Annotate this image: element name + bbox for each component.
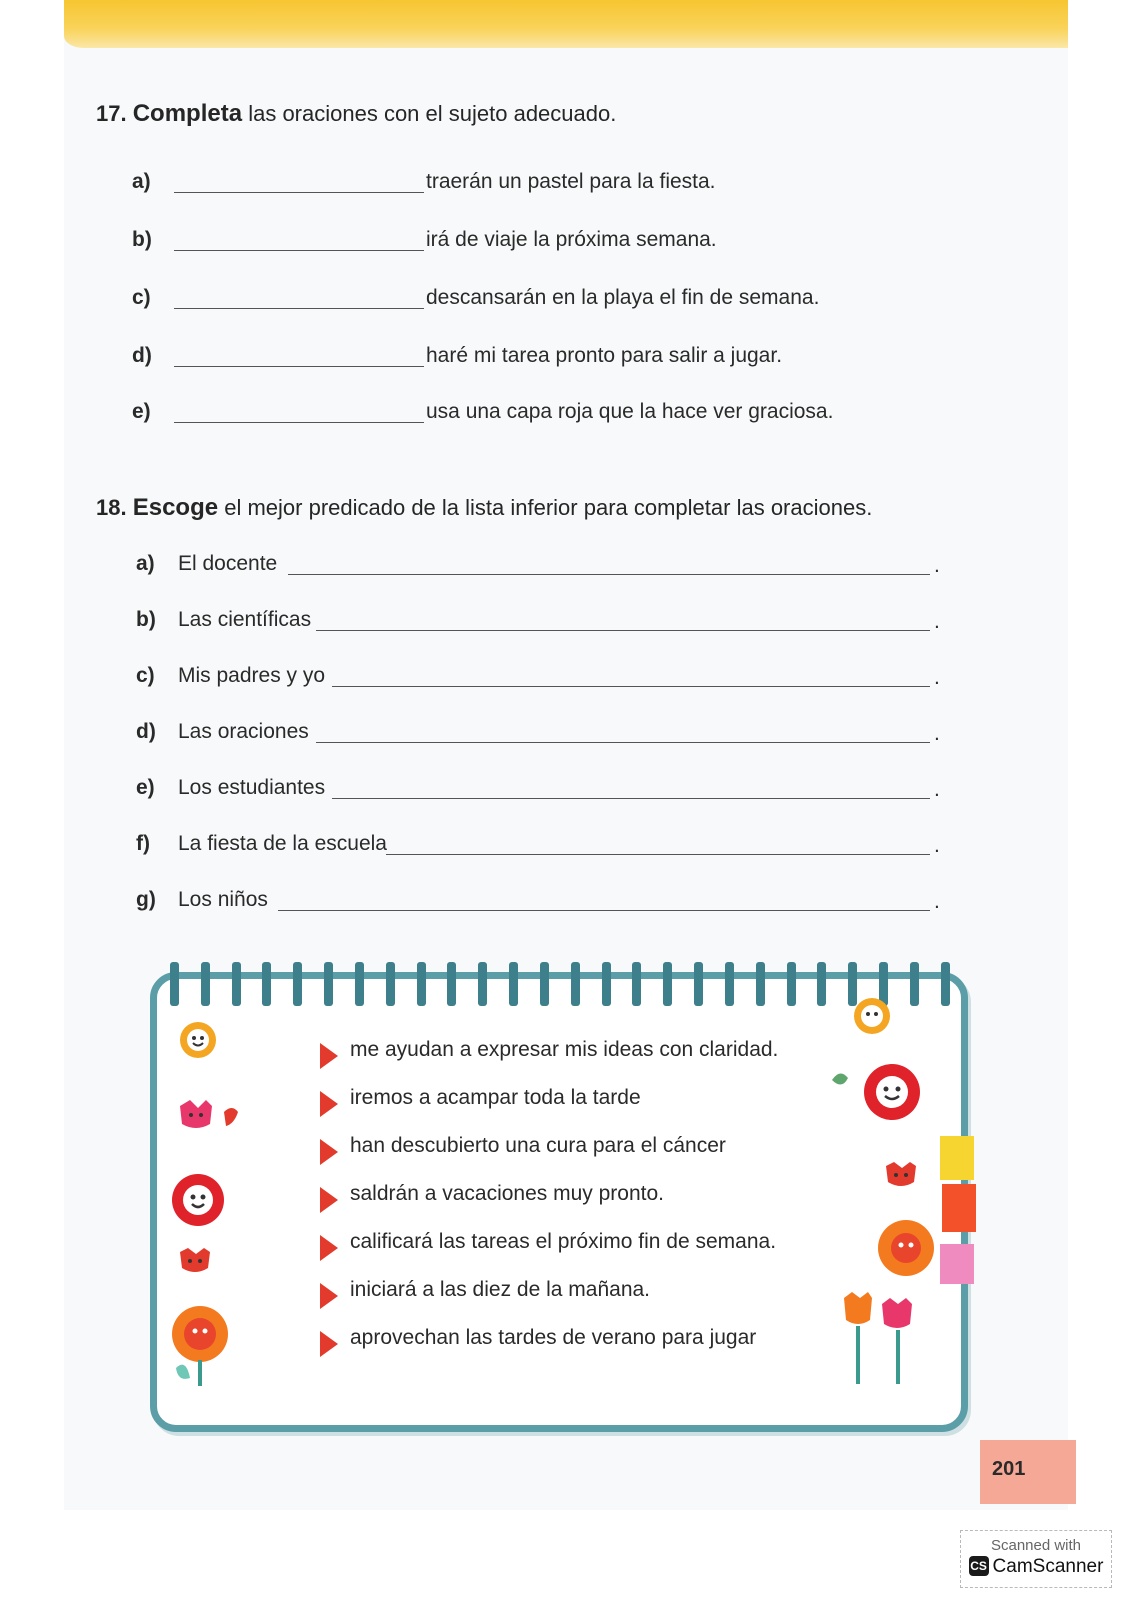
item-letter: a) (136, 552, 155, 575)
spiral-ring (602, 962, 611, 1006)
question-17-instruction: las oraciones con el sujeto adecuado. (248, 101, 617, 126)
option-text: me ayudan a expresar mis ideas con claridad. (350, 1038, 779, 1061)
answer-blank[interactable] (174, 308, 424, 309)
question-18-number: 18. (96, 495, 127, 520)
small-tulip-icon (882, 1160, 922, 1200)
item-letter: a) (132, 170, 151, 193)
q18-item-b (136, 608, 946, 638)
camscanner-logo-icon: CS (969, 1556, 989, 1576)
item-text: Los estudiantes (178, 776, 326, 799)
answer-blank[interactable] (386, 854, 930, 855)
end-period: . (934, 722, 940, 745)
end-period: . (934, 554, 940, 577)
watermark-line-2 (961, 1556, 1111, 1578)
answer-blank[interactable] (174, 192, 424, 193)
q17-item-c (132, 286, 832, 316)
item-text: haré mi tarea pronto para salir a jugar. (426, 344, 783, 367)
spiral-ring (910, 962, 919, 1006)
answer-blank[interactable] (174, 422, 424, 423)
item-letter: e) (136, 776, 155, 799)
item-letter: b) (132, 228, 152, 251)
item-text: Mis padres y yo (178, 664, 326, 687)
item-text: traerán un pastel para la fiesta. (426, 170, 716, 193)
item-text: usa una capa roja que la hace ver graciosa. (426, 400, 834, 423)
end-period: . (934, 890, 940, 913)
question-17-number: 17. (96, 101, 127, 126)
q18-item-g (136, 888, 946, 918)
orange-flower-icon (168, 1302, 238, 1388)
answer-blank[interactable] (332, 798, 930, 799)
triangle-bullet-icon (320, 1331, 338, 1357)
spiral-ring (478, 962, 487, 1006)
option-text: saldrán a vacaciones muy pronto. (350, 1182, 665, 1205)
red-flower-icon (826, 1060, 926, 1126)
item-text: Las científicas (178, 608, 312, 631)
tulip-icon (176, 1098, 246, 1148)
item-text: Las oraciones (178, 720, 309, 743)
end-period: . (934, 610, 940, 633)
spiral-ring (201, 962, 210, 1006)
watermark-line-1: Scanned with (990, 1537, 1082, 1554)
q18-item-e (136, 776, 946, 806)
q18-item-f (136, 832, 946, 862)
spiral-ring (386, 962, 395, 1006)
triangle-bullet-icon (320, 1283, 338, 1309)
spiral-ring (170, 962, 179, 1006)
q18-item-c (136, 664, 946, 694)
item-letter: f) (136, 832, 150, 855)
spiral-ring (447, 962, 456, 1006)
spiral-ring (571, 962, 580, 1006)
question-17-title (96, 100, 616, 128)
watermark-brand: CamScanner (992, 1556, 1104, 1577)
triangle-bullet-icon (320, 1139, 338, 1165)
tulip-pair-icon (840, 1290, 920, 1386)
answer-blank[interactable] (278, 910, 930, 911)
q18-item-a (136, 552, 946, 582)
q17-item-a (132, 170, 832, 200)
top-color-band (64, 0, 1068, 48)
spiral-ring (417, 962, 426, 1006)
spiral-ring (756, 962, 765, 1006)
spiral-ring (787, 962, 796, 1006)
option-text: calificará las tareas el próximo fin de semana. (350, 1230, 777, 1253)
yellow-flower-icon (850, 994, 894, 1038)
q17-item-e (132, 400, 832, 430)
orange-flower-icon (876, 1218, 936, 1278)
spiral-ring (324, 962, 333, 1006)
page-number: 201 (992, 1458, 1026, 1480)
spiral-ring (632, 962, 641, 1006)
spiral-binding (170, 962, 950, 1008)
option-text: han descubierto una cura para el cáncer (350, 1134, 726, 1157)
item-text: La fiesta de la escuela (178, 832, 387, 855)
spiral-ring (232, 962, 241, 1006)
answer-blank[interactable] (174, 250, 424, 251)
answer-blank[interactable] (288, 574, 930, 575)
q17-item-b (132, 228, 832, 258)
item-letter: d) (132, 344, 152, 367)
spiral-ring (725, 962, 734, 1006)
q17-item-d (132, 344, 832, 374)
item-letter: c) (136, 664, 155, 687)
answer-blank[interactable] (332, 686, 930, 687)
page-number-tab (980, 1440, 1076, 1504)
yellow-flower-icon (176, 1018, 220, 1062)
question-18-verb: Escoge (132, 494, 219, 521)
triangle-bullet-icon (320, 1187, 338, 1213)
item-text: El docente (178, 552, 278, 575)
item-text: Los niños (178, 888, 268, 911)
end-period: . (934, 834, 940, 857)
spiral-ring (293, 962, 302, 1006)
small-tulip-icon (176, 1246, 220, 1286)
item-text: irá de viaje la próxima semana. (426, 228, 717, 251)
question-17-verb: Completa (132, 100, 243, 127)
end-period: . (934, 666, 940, 689)
spiral-ring (262, 962, 271, 1006)
scanner-watermark (960, 1530, 1112, 1588)
option-text: iremos a acampar toda la tarde (350, 1086, 641, 1109)
item-letter: b) (136, 608, 156, 631)
yellow-side-tab (940, 1136, 974, 1180)
spiral-ring (540, 962, 549, 1006)
spiral-ring (941, 962, 950, 1006)
answer-blank[interactable] (174, 366, 424, 367)
spiral-ring (509, 962, 518, 1006)
red-flower-icon (170, 1172, 226, 1228)
triangle-bullet-icon (320, 1235, 338, 1261)
orange-side-tab (942, 1184, 976, 1232)
item-letter: c) (132, 286, 151, 309)
question-18-title (96, 494, 872, 522)
item-letter: g) (136, 888, 156, 911)
q18-item-d (136, 720, 946, 750)
option-text: iniciará a las diez de la mañana. (350, 1278, 651, 1301)
option-text: aprovechan las tardes de verano para jugar (350, 1326, 757, 1349)
spiral-ring (355, 962, 364, 1006)
answer-blank[interactable] (316, 742, 930, 743)
triangle-bullet-icon (320, 1043, 338, 1069)
item-letter: e) (132, 400, 151, 423)
item-text: descansarán en la playa el fin de semana. (426, 286, 820, 309)
triangle-bullet-icon (320, 1091, 338, 1117)
question-18-instruction: el mejor predicado de la lista inferior para completar las oraciones. (224, 495, 873, 520)
spiral-ring (694, 962, 703, 1006)
pink-side-tab (940, 1244, 974, 1284)
spiral-ring (817, 962, 826, 1006)
item-letter: d) (136, 720, 156, 743)
end-period: . (934, 778, 940, 801)
answer-blank[interactable] (316, 630, 930, 631)
spiral-ring (663, 962, 672, 1006)
